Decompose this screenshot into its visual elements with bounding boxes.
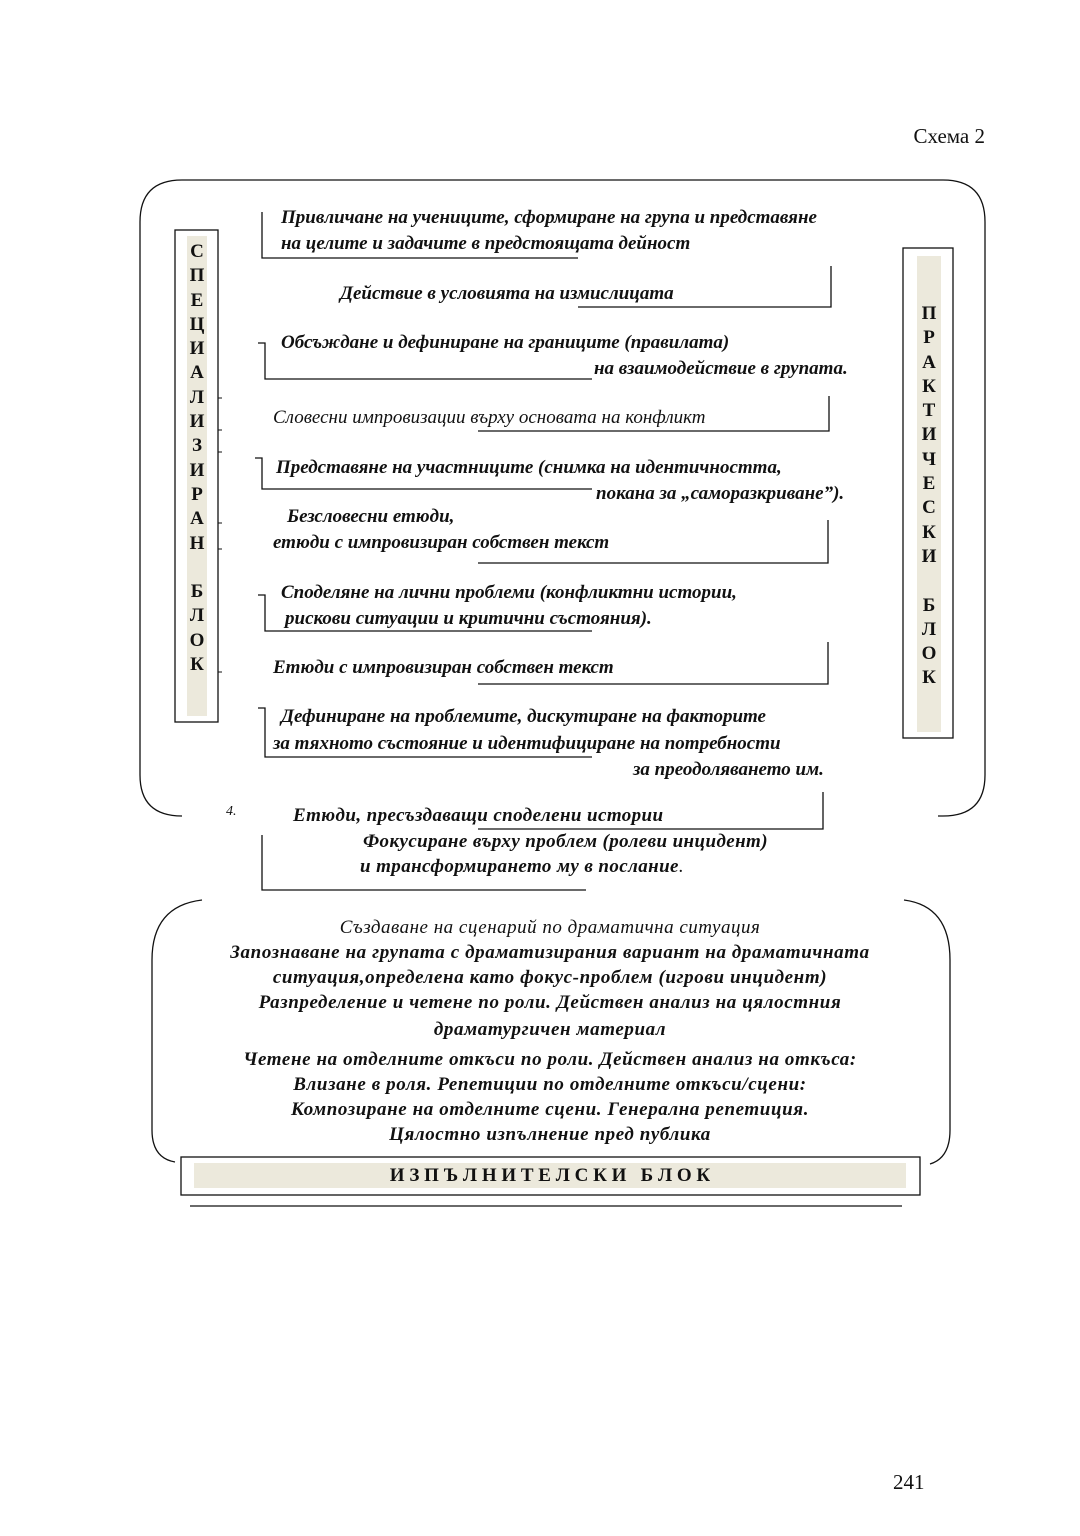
left-block-letter: К [190, 654, 204, 676]
right-block-letter: К [922, 667, 936, 689]
step-6-line-1: Безсловесни етюди, [287, 506, 455, 527]
step-4-line-1: Словесни импровизации върху основата на конфликт [273, 407, 706, 428]
right-block-letter: И [921, 424, 937, 446]
left-block-letter: А [190, 508, 204, 530]
performance-line-4: драматургичен материал [433, 1019, 667, 1040]
right-block-letter: К [922, 375, 936, 397]
performance-line-2: ситуация,определена като фокус-проблем (игрови инцидент) [272, 967, 828, 988]
step-5-line-2: покана за „саморазкриване”). [596, 483, 845, 504]
right-block-letter: Б [922, 594, 936, 616]
left-block-letter: А [190, 362, 204, 384]
left-block-letter: Р [191, 483, 203, 505]
step-2-line-1: Действие в условията на измислицата [340, 283, 674, 304]
performance-line-5: Четене на отделните откъси по роли. Действен анализ на откъса: [243, 1049, 857, 1070]
right-block-letter: К [922, 521, 936, 543]
right-block-letter: О [921, 643, 937, 665]
step-3-line-1: Обсъждане и дефиниране на границите (правилата) [281, 332, 730, 353]
left-block-letter: С [190, 241, 204, 262]
page-number: 241 [893, 1470, 925, 1494]
right-block-letter: Л [921, 618, 937, 640]
after-line-2: Фокусиране върху проблем (ролеви инцидент) [363, 831, 768, 852]
step-1-line-2: на целите и задачите в предстоящата дейност [281, 233, 691, 254]
right-block-letter: Ч [922, 448, 936, 470]
step-5-line-1: Представяне на участниците (снимка на идентичността, [276, 457, 782, 478]
right-block-letter: П [921, 303, 937, 324]
right-block-letter: И [921, 545, 937, 567]
step-number: 4. [226, 804, 237, 819]
step-9-line-3: за преодоляването им. [633, 759, 824, 780]
step-7-line-1: Споделяне на лични проблеми (конфликтни истории, [281, 582, 737, 603]
right-block-letter: С [922, 497, 936, 519]
right-block-letter: А [922, 351, 936, 373]
scheme-label: Схема 2 [913, 124, 985, 148]
right-block-letter: Е [922, 473, 936, 495]
left-block-letter: З [191, 435, 203, 457]
step-3-line-2: на взаимодействие в групата. [594, 358, 848, 379]
step-6-line-2: етюди с импровизиран собствен текст [273, 532, 610, 553]
performance-title: Създаване на сценарий по драматична ситуация [339, 917, 761, 938]
left-block-letter: Л [189, 386, 205, 408]
right-block-letter: Т [922, 400, 936, 422]
after-line-3-end: . [678, 856, 684, 877]
performance-line-6: Влизане в роля. Репетиции по отделните откъси/сцени: [293, 1074, 807, 1095]
step-1-line-1: Привличане на учениците, сформиране на група и представяне [281, 207, 817, 228]
left-block-letter: И [189, 338, 205, 360]
left-block-letter: Ц [189, 313, 205, 335]
left-block-letter: Е [190, 289, 204, 311]
after-line-1: Етюди, пресъздаващи споделени истории [293, 805, 664, 826]
after-line-3-main: и трансформирането му в послание [360, 856, 679, 877]
left-block-letter: О [189, 629, 205, 651]
left-block-letter: И [189, 411, 205, 433]
step-9-line-1: Дефиниране на проблемите, дискутиране на факторите [281, 706, 766, 727]
step-9-line-2: за тяхното състояние и идентифициране на потребности [273, 733, 781, 754]
step-8-line-1: Етюди с импровизиран собствен текст [273, 657, 614, 678]
left-block-letter: Б [190, 581, 204, 603]
performance-block-label: И З П Ъ Л Н И Т Е Л С К И Б Л О К [389, 1165, 711, 1186]
left-block-letter: Н [189, 532, 205, 554]
after-line-3 [360, 856, 684, 878]
left-block-letter: И [189, 459, 205, 481]
left-block-letter: Л [189, 605, 205, 627]
step-7-line-2: рискови ситуации и критични състояния). [285, 608, 652, 629]
performance-line-8: Цялостно изпълнение пред публика [389, 1124, 711, 1145]
right-block-label [917, 302, 941, 691]
left-block-letter: П [189, 265, 205, 287]
left-block-label [187, 240, 207, 677]
performance-line-3: Разпределение и четене по роли. Действен анализ на цялостния [258, 992, 842, 1013]
performance-line-7: Композиране на отделните сцени. Генерална репетиция. [290, 1099, 810, 1120]
performance-line-1: Запознаване на групата с драматизирания вариант на драматичната [230, 942, 870, 963]
right-block-letter: Р [923, 327, 935, 349]
